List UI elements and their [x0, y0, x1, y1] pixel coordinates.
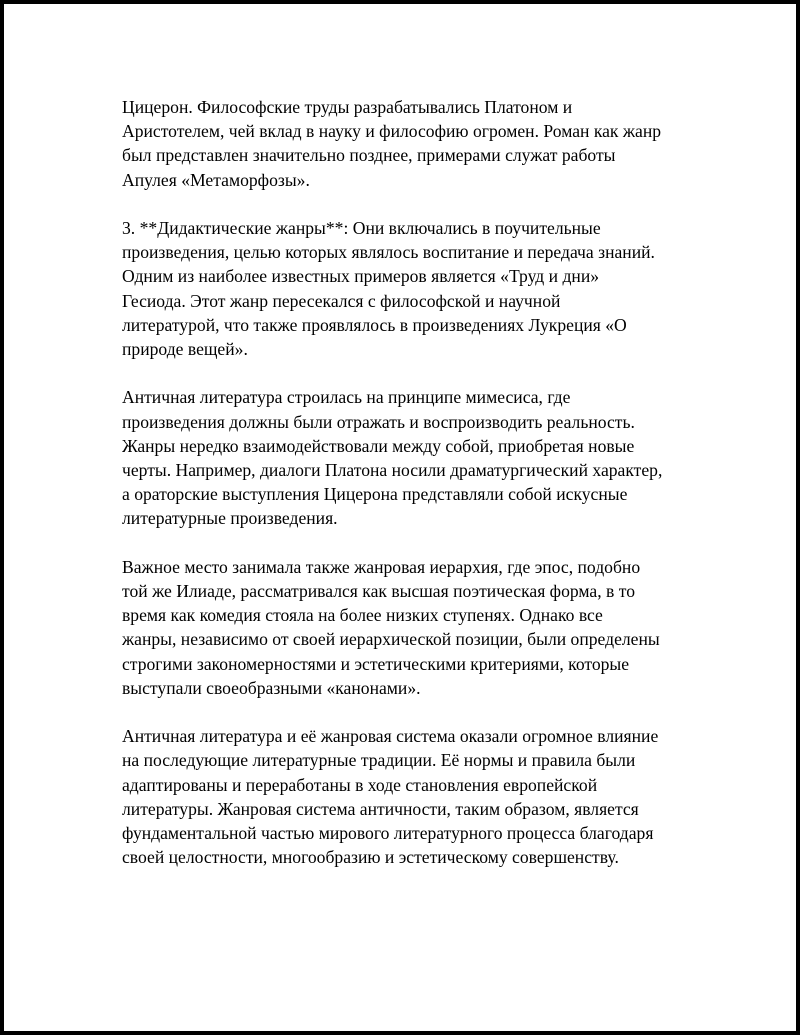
- paragraph-mimesis: Античная литература строилась на принципе мимесиса, где произведения должны были отражать и воспроизводить реальность. Жанры нередко взаимодействовали между собой, приобретая новые черты. Например, диалоги Платона носили драматургический характер, а ораторские выступления Цицерона представляли собой искусные литературные произведения.: [122, 387, 663, 529]
- paragraph-genre-hierarchy: Важное место занимала также жанровая иерархия, где эпос, подобно той же Илиаде, рассматривался как высшая поэтическая форма, в то время как комедия стояла на более низких ступенях. Однако все жанры, независимо от своей иерархической позиции, были определены строгими закономерностями и эстетическими критериями, которые выступали своеобразными «канонами».: [122, 556, 660, 698]
- document-body: [122, 95, 712, 894]
- paragraph-didactic-genres: 3. **Дидактические жанры**: Они включались в поучительные произведения, целью которых являлось воспитание и передача знаний. Одним из наиболее известных примеров является «Труд и дни» Гесиода. Этот жанр пересекался с философской и научной литературой, что также проявлялось в произведениях Лукреция «О природе вещей».: [122, 218, 655, 360]
- paragraph-cicero-philosophy: Цицерон. Философские труды разрабатывались Платоном и Аристотелем, чей вклад в науку и философию огромен. Роман как жанр был представлен значительно позднее, примерами служат работы Апулея «Метаморфозы».: [122, 97, 662, 190]
- paragraph-influence: Античная литература и её жанровая система оказали огромное влияние на последующие литературные традиции. Её нормы и правила были адаптированы и переработаны в ходе становления европейской литературы. Жанровая система античности, таким образом, является фундаментальной частью мирового литературного процесса благодаря своей целостности, многообразию и эстетическому совершенству.: [122, 726, 659, 868]
